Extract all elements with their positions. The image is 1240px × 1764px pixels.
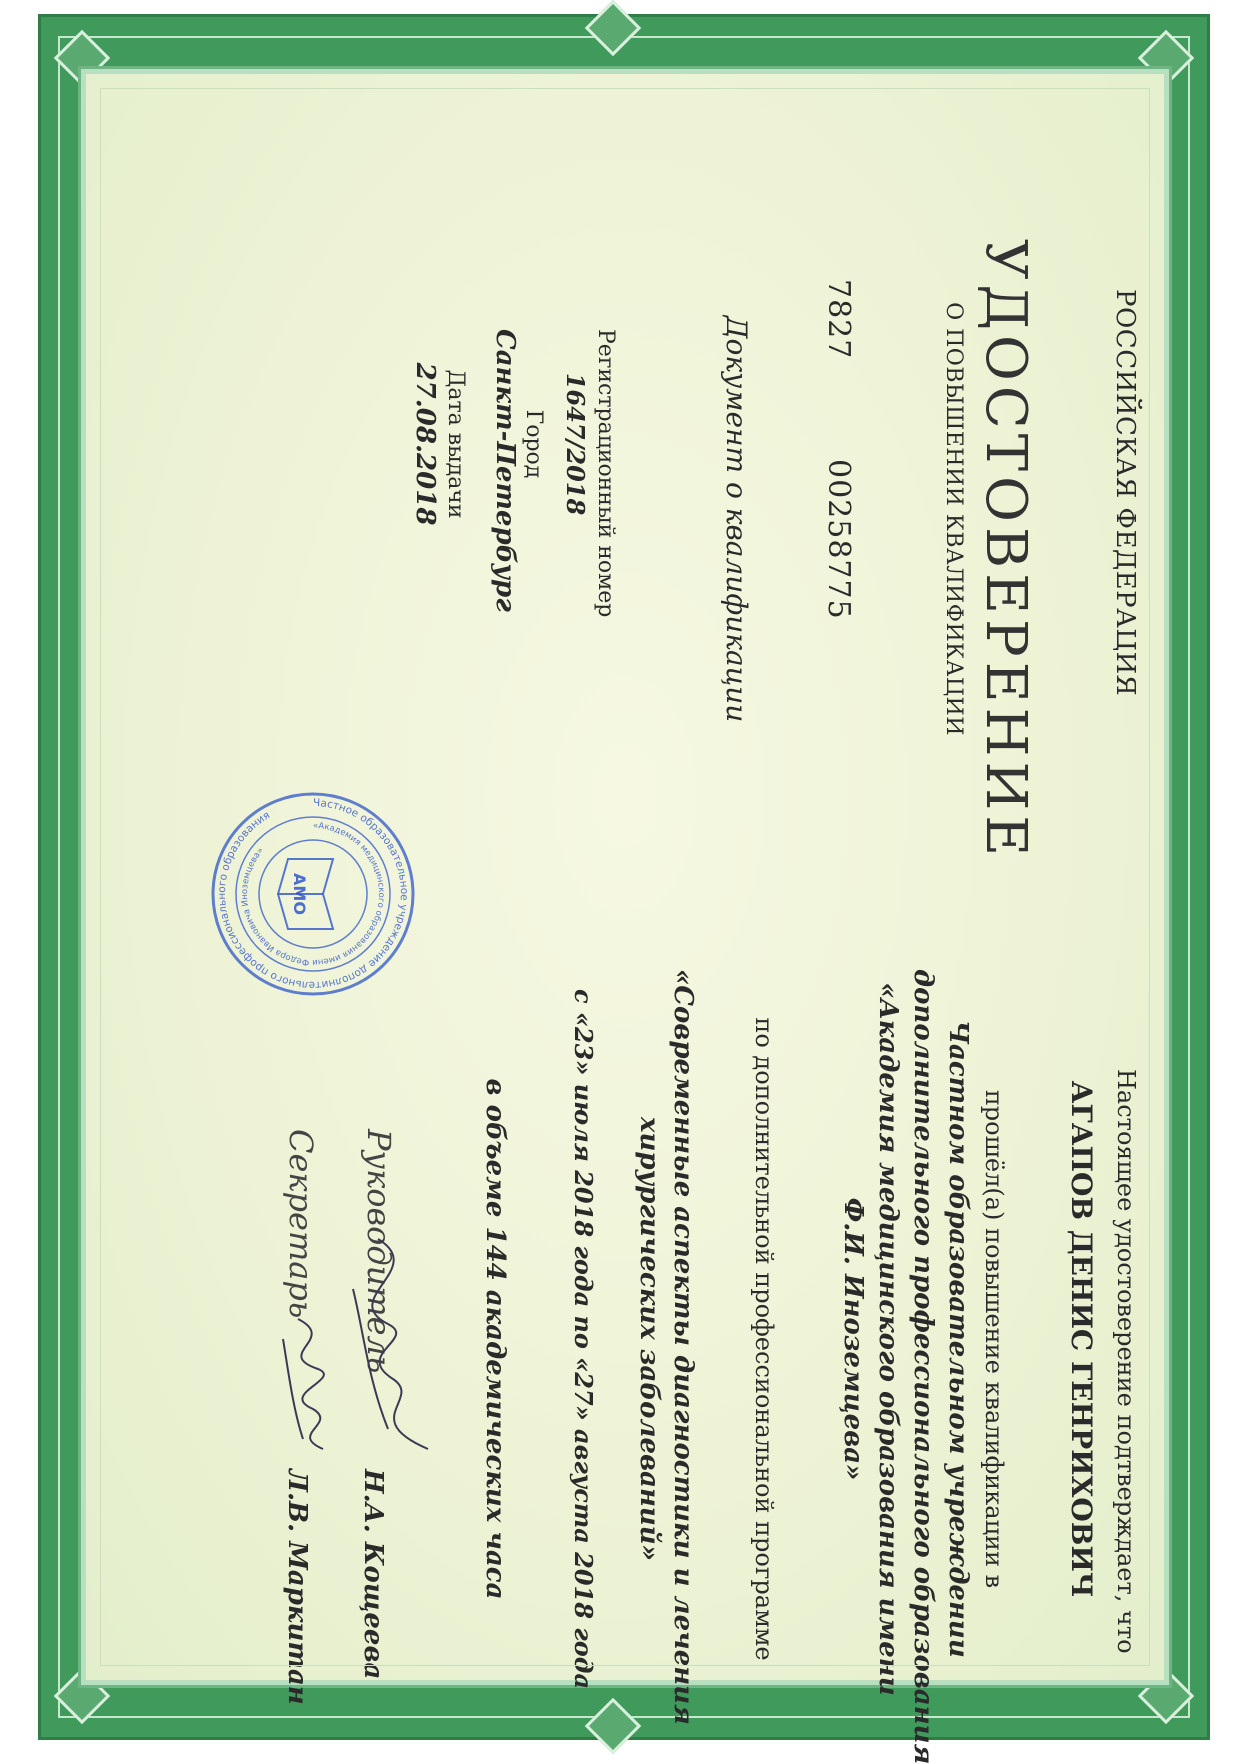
confirm-text: Настоящее удостоверение подтверждает, что	[1112, 1069, 1140, 1654]
seal-outer-text: Частное образовательное учреждение дополнительного профессионального образования	[215, 796, 411, 992]
secretary-label: Секретарь	[282, 1129, 320, 1319]
program-name-line: хирургических заболеваний»	[634, 1117, 664, 1561]
certificate-paper	[86, 74, 1164, 1764]
svg-text:«Академия медицинского образов	[240, 821, 386, 967]
head-name: Н.А. Кощеева	[358, 1469, 388, 1680]
city-value: Санкт-Петербург	[490, 329, 520, 612]
frame-edge-ornament	[585, 0, 642, 56]
certificate-series: 7827	[821, 279, 856, 360]
seal-inner-text: «Академия медицинского образования имени Федора Ивановича Иноземцева»	[239, 820, 387, 968]
certificate-content	[172, 169, 1178, 1764]
city-label: Город	[521, 409, 546, 479]
head-signature	[318, 1229, 448, 1459]
registration-label: Регистрационный номер	[593, 329, 618, 618]
institution-line: Частном образовательном учреждении	[943, 1020, 973, 1658]
certificate-subtitle: О ПОВЫШЕНИИ КВАЛИФИКАЦИИ	[941, 302, 966, 736]
country-label: РОССИЙСКАЯ ФЕДЕРАЦИЯ	[1110, 289, 1140, 697]
program-label: по дополнительной профессиональной программе	[750, 1017, 778, 1661]
certificate-number: 00258775	[821, 459, 856, 620]
institution-line: Ф.И. Иноземцева»	[838, 1197, 868, 1481]
program-name-line: «Современные аспекты диагностики и лечения	[668, 969, 698, 1725]
book-icon	[278, 859, 333, 929]
training-dates: с «23» июля 2018 года по «27» августа 2018 года	[569, 988, 598, 1690]
secretary-signature	[258, 1309, 358, 1459]
issue-date-label: Дата выдачи	[443, 369, 468, 519]
issue-date-value: 27.08.2018	[410, 362, 440, 526]
svg-text:Частное образовательное учрежд	[216, 797, 410, 991]
document-type: Документ о квалификации	[720, 315, 753, 723]
certificate-title: УДОСТОВЕРЕНИЕ	[973, 239, 1038, 862]
registration-number: 1647/2018	[561, 372, 590, 516]
completed-text: прошёл(а) повышение квалификации в	[980, 1089, 1008, 1589]
head-label: Руководитель	[360, 1129, 398, 1374]
secretary-name: Л.В. Маркитан	[282, 1469, 312, 1705]
training-volume: в объеме 144 академических часа	[480, 1078, 510, 1600]
certificate-frame	[38, 14, 1210, 1764]
seal-center-text: АМО	[290, 873, 309, 915]
institution-line: «Академия медицинского образования имени	[873, 982, 903, 1696]
holder-name: АГАПОВ ДЕНИС ГЕНРИХОВИЧ	[1065, 1080, 1098, 1598]
official-seal	[208, 789, 418, 999]
institution-line: дополнительного профессионального образования	[908, 969, 938, 1764]
